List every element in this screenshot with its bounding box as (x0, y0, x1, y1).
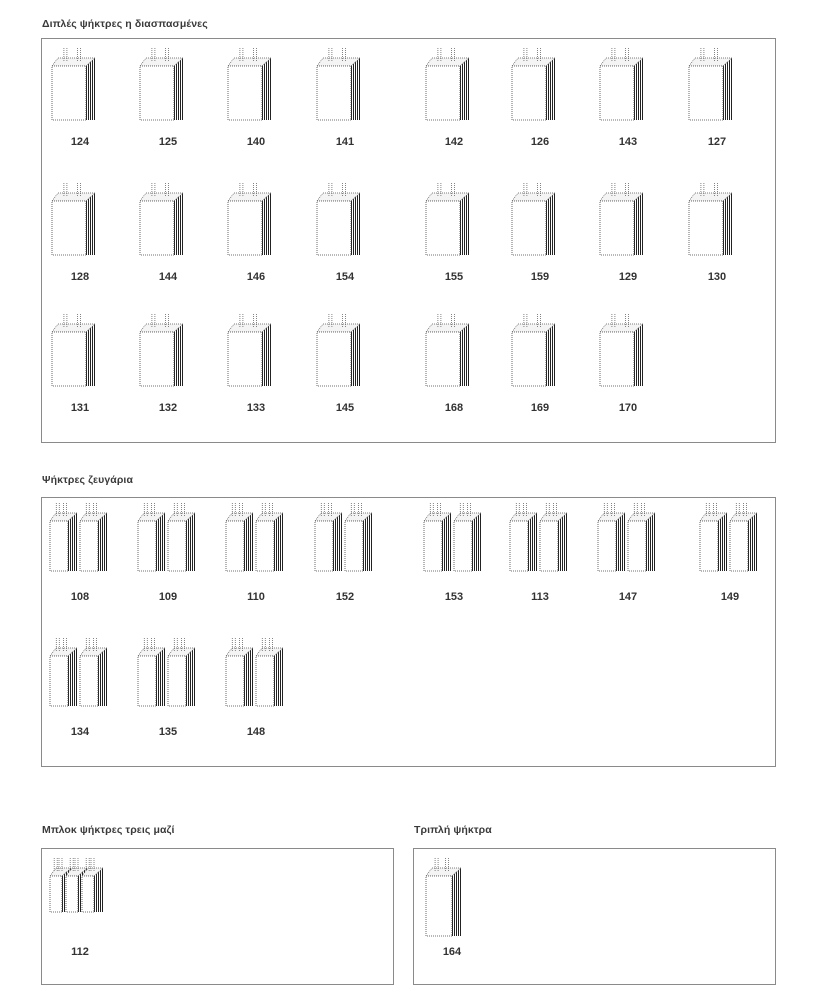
carbon-brush-illustration (508, 503, 572, 587)
section-title-double: Διπλές ψήκτρες η διασπασμένες (42, 18, 208, 30)
carbon-brush-illustration (48, 183, 112, 267)
brush-code-label: 113 (531, 591, 549, 603)
brush-code-label: 133 (246, 402, 266, 414)
brush-item (414, 314, 494, 434)
brush-code-label: 155 (444, 271, 464, 283)
brush-code-label: 148 (246, 726, 266, 738)
brush-item (305, 183, 385, 303)
brush-item (216, 183, 296, 303)
brush-code-label: 142 (444, 136, 464, 148)
carbon-brush-illustration (48, 314, 112, 398)
carbon-brush-illustration (596, 183, 660, 267)
carbon-brush-illustration (313, 183, 377, 267)
carbon-brush-illustration (508, 314, 572, 398)
brush-item (500, 183, 580, 303)
brush-item (128, 638, 208, 758)
carbon-brush-illustration (420, 858, 484, 942)
carbon-brush-illustration (224, 183, 288, 267)
brush-code-label: 146 (246, 271, 266, 283)
carbon-brush-illustration (313, 48, 377, 132)
brush-item (677, 48, 757, 168)
carbon-brush-illustration (422, 314, 486, 398)
section-title-triple: Τριπλή ψήκτρα (414, 824, 492, 836)
carbon-brush-illustration (422, 183, 486, 267)
carbon-brush-illustration (596, 503, 660, 587)
brush-code-label: 170 (618, 402, 638, 414)
brush-code-label: 149 (720, 591, 740, 603)
brush-code-label: 112 (71, 946, 89, 958)
brush-item (216, 503, 296, 623)
carbon-brush-illustration (224, 314, 288, 398)
brush-item (588, 503, 668, 623)
brush-item (128, 503, 208, 623)
carbon-brush-illustration (508, 48, 572, 132)
brush-code-label: 110 (247, 591, 265, 603)
brush-item (40, 858, 120, 978)
brush-code-label: 154 (335, 271, 355, 283)
carbon-brush-illustration (685, 183, 749, 267)
brush-code-label: 164 (442, 946, 462, 958)
brush-code-label: 108 (70, 591, 90, 603)
section-title-pairs: Ψήκτρες ζευγάρια (42, 474, 133, 486)
brush-code-label: 124 (70, 136, 90, 148)
brush-item (412, 858, 492, 978)
brush-item (128, 48, 208, 168)
brush-code-label: 168 (444, 402, 464, 414)
brush-code-label: 134 (70, 726, 90, 738)
brush-item (500, 48, 580, 168)
carbon-brush-illustration (48, 638, 112, 722)
brush-code-label: 135 (158, 726, 178, 738)
brush-item (414, 48, 494, 168)
brush-item (216, 48, 296, 168)
brush-item (40, 638, 120, 758)
brush-item (588, 183, 668, 303)
carbon-brush-illustration (136, 503, 200, 587)
brush-item (40, 48, 120, 168)
brush-item (216, 314, 296, 434)
carbon-brush-illustration (422, 48, 486, 132)
brush-item (305, 503, 385, 623)
brush-item (677, 183, 757, 303)
brush-item (414, 183, 494, 303)
brush-item (40, 183, 120, 303)
brush-code-label: 144 (158, 271, 178, 283)
carbon-brush-illustration (596, 314, 660, 398)
brush-item (40, 314, 120, 434)
carbon-brush-illustration (508, 183, 572, 267)
brush-code-label: 131 (70, 402, 90, 414)
carbon-brush-illustration (224, 638, 288, 722)
brush-code-label: 143 (618, 136, 638, 148)
brush-code-label: 152 (335, 591, 355, 603)
carbon-brush-illustration (136, 638, 200, 722)
carbon-brush-illustration (422, 503, 486, 587)
brush-item (500, 503, 580, 623)
brush-item (305, 48, 385, 168)
carbon-brush-illustration (136, 314, 200, 398)
brush-code-label: 109 (158, 591, 178, 603)
brush-item (414, 503, 494, 623)
brush-code-label: 159 (530, 271, 550, 283)
brush-item (588, 314, 668, 434)
brush-code-label: 129 (618, 271, 638, 283)
brush-item (40, 503, 120, 623)
brush-code-label: 132 (158, 402, 178, 414)
brush-code-label: 140 (246, 136, 266, 148)
carbon-brush-illustration (313, 314, 377, 398)
brush-item (588, 48, 668, 168)
carbon-brush-illustration (698, 503, 762, 587)
carbon-brush-illustration (136, 183, 200, 267)
brush-item (500, 314, 580, 434)
brush-code-label: 153 (444, 591, 464, 603)
brush-code-label: 145 (335, 402, 355, 414)
brush-code-label: 126 (530, 136, 550, 148)
brush-item (690, 503, 770, 623)
brush-code-label: 141 (335, 136, 355, 148)
carbon-brush-illustration (313, 503, 377, 587)
carbon-brush-illustration (224, 503, 288, 587)
carbon-brush-illustration (48, 503, 112, 587)
carbon-brush-illustration (136, 48, 200, 132)
section-title-block: Μπλοκ ψήκτρες τρεις μαζί (42, 824, 175, 836)
brush-code-label: 169 (530, 402, 550, 414)
carbon-brush-illustration (48, 48, 112, 132)
brush-code-label: 125 (158, 136, 178, 148)
brush-item (305, 314, 385, 434)
brush-item (128, 183, 208, 303)
brush-code-label: 127 (707, 136, 727, 148)
brush-code-label: 130 (707, 271, 727, 283)
carbon-brush-illustration (48, 858, 112, 942)
brush-item (216, 638, 296, 758)
brush-code-label: 128 (70, 271, 90, 283)
carbon-brush-illustration (685, 48, 749, 132)
brush-item (128, 314, 208, 434)
carbon-brush-illustration (224, 48, 288, 132)
brush-code-label: 147 (618, 591, 638, 603)
carbon-brush-illustration (596, 48, 660, 132)
